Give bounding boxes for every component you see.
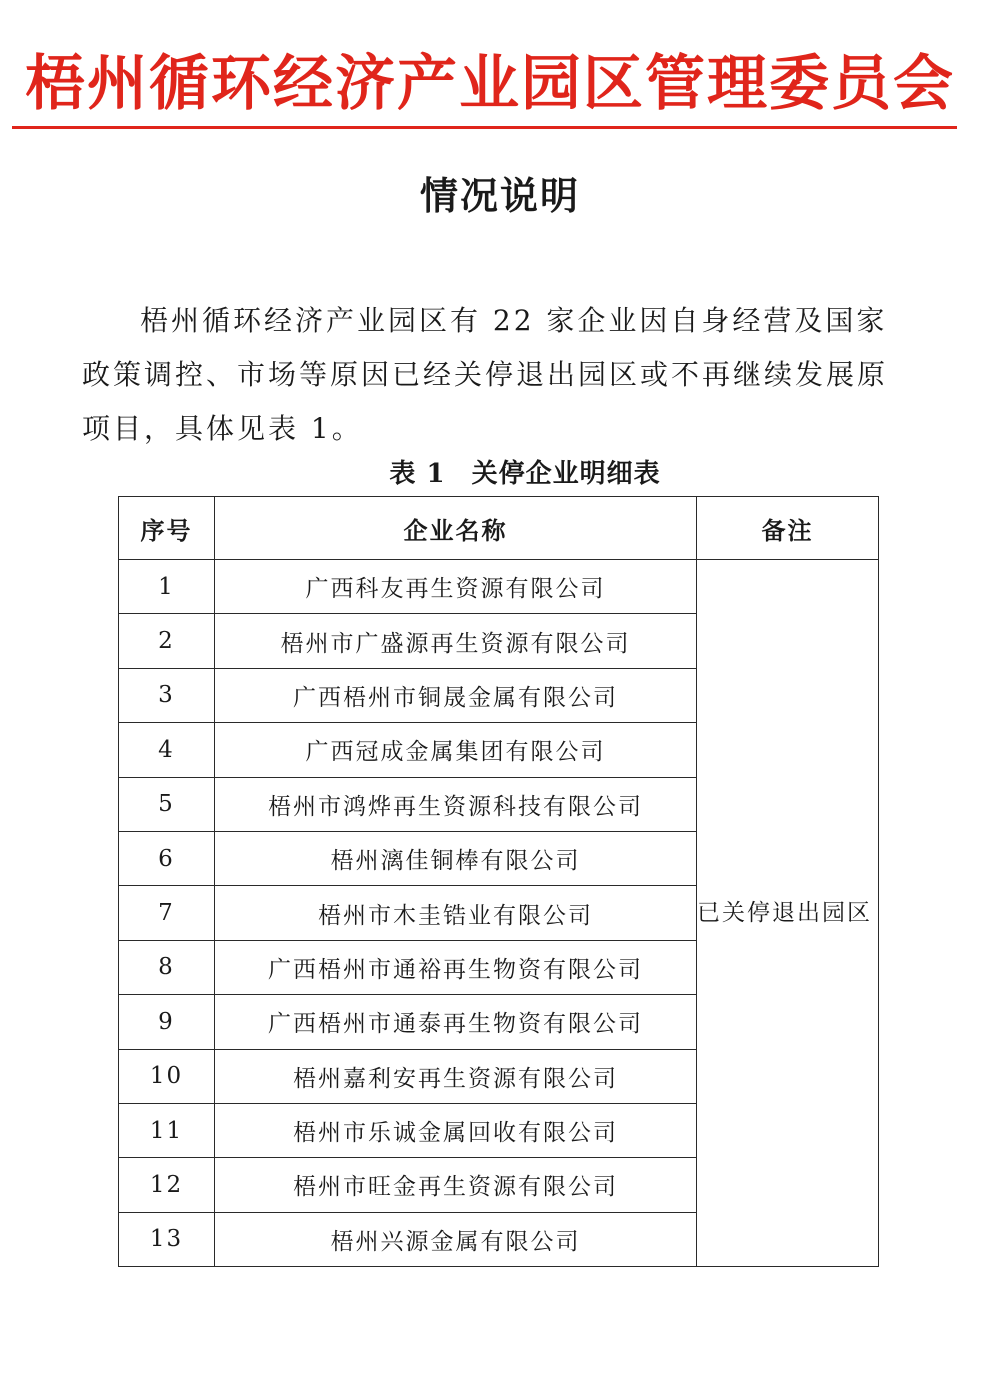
row-number: 1 bbox=[119, 560, 215, 614]
row-number: 6 bbox=[119, 831, 215, 885]
enterprise-name: 广西梧州市铜晟金属有限公司 bbox=[215, 668, 697, 722]
closed-enterprises-table bbox=[118, 496, 879, 1267]
organization-header: 梧州循环经济产业园区管理委员会 bbox=[25, 49, 955, 119]
header-divider bbox=[12, 126, 957, 129]
enterprise-name: 梧州漓佳铜棒有限公司 bbox=[215, 831, 697, 885]
header-enterprise-name: 企业名称 bbox=[215, 497, 697, 560]
enterprise-name: 广西科友再生资源有限公司 bbox=[215, 560, 697, 614]
row-number: 3 bbox=[119, 668, 215, 722]
row-number: 12 bbox=[119, 1158, 215, 1212]
header-serial-number: 序号 bbox=[119, 497, 215, 560]
enterprise-name: 广西冠成金属集团有限公司 bbox=[215, 723, 697, 777]
enterprise-name: 梧州市乐诚金属回收有限公司 bbox=[215, 1103, 697, 1157]
table-row bbox=[119, 560, 879, 614]
row-number: 4 bbox=[119, 723, 215, 777]
enterprise-name: 梧州嘉利安再生资源有限公司 bbox=[215, 1049, 697, 1103]
enterprise-name: 梧州兴源金属有限公司 bbox=[215, 1212, 697, 1266]
row-number: 11 bbox=[119, 1103, 215, 1157]
row-number: 8 bbox=[119, 940, 215, 994]
table-header-row bbox=[119, 497, 879, 560]
enterprise-name: 广西梧州市通裕再生物资有限公司 bbox=[215, 940, 697, 994]
remark-cell bbox=[697, 560, 879, 1267]
document-title: 情况说明 bbox=[419, 173, 580, 218]
header-remark: 备注 bbox=[697, 497, 879, 560]
enterprise-name: 梧州市旺金再生资源有限公司 bbox=[215, 1158, 697, 1212]
body-paragraph: 梧州循环经济产业园区有 22 家企业因自身经营及国家政策调控、市场等原因已经关停退出园区或不再继续发展原项目，具体见表 1。 bbox=[82, 304, 889, 445]
row-number: 7 bbox=[119, 886, 215, 940]
enterprise-name: 梧州市木圭锆业有限公司 bbox=[215, 886, 697, 940]
remark-text: 已关停退出园区 bbox=[697, 900, 872, 927]
table-caption bbox=[0, 454, 1000, 494]
table-caption-title: 关停企业明细表 bbox=[471, 459, 661, 489]
row-number: 9 bbox=[119, 995, 215, 1049]
row-number: 5 bbox=[119, 777, 215, 831]
enterprise-name: 广西梧州市通泰再生物资有限公司 bbox=[215, 995, 697, 1049]
enterprise-name: 梧州市鸿烨再生资源科技有限公司 bbox=[215, 777, 697, 831]
row-number: 2 bbox=[119, 614, 215, 668]
enterprise-name: 梧州市广盛源再生资源有限公司 bbox=[215, 614, 697, 668]
row-number: 10 bbox=[119, 1049, 215, 1103]
row-number: 13 bbox=[119, 1212, 215, 1266]
table-caption-label: 表 1 bbox=[389, 459, 446, 489]
